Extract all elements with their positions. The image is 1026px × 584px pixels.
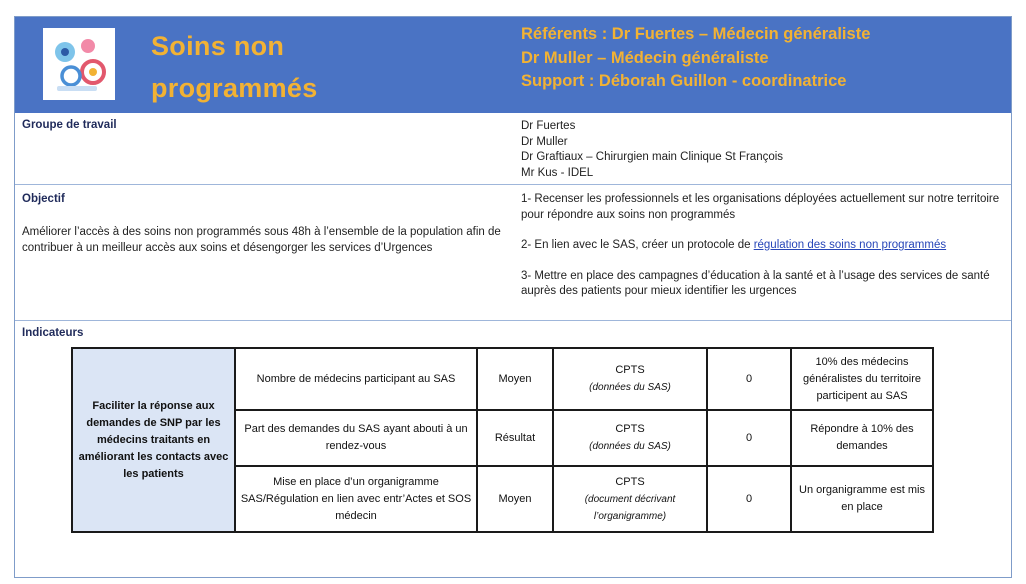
source-name: CPTS xyxy=(615,423,645,435)
title-line-2: programmés xyxy=(151,73,318,103)
source-cell xyxy=(553,466,707,532)
referent-line: Référents : Dr Fuertes – Médecin généraliste xyxy=(521,25,871,43)
target-cell: Un organigramme est mis en place xyxy=(791,466,933,532)
member-item: Dr Graftiaux – Chirurgien main Clinique St François xyxy=(521,151,784,163)
objectif-item-1: 1- Recenser les professionnels et les organisations déployées actuellement sur notre territoire pour répondre aux soins non programmés xyxy=(521,193,1000,221)
source-name: CPTS xyxy=(615,364,645,376)
teamwork-illustration-icon xyxy=(43,28,115,100)
member-item: Dr Fuertes xyxy=(521,120,576,132)
source-cell xyxy=(553,410,707,466)
title-line-1: Soins non xyxy=(151,31,285,61)
member-item: Dr Muller xyxy=(521,135,568,148)
objectif-section xyxy=(15,185,1011,321)
groupe-label: Groupe de travail xyxy=(22,119,117,131)
source-detail: (données du SAS) xyxy=(589,382,671,393)
type-cell: Résultat xyxy=(477,410,553,466)
header-banner xyxy=(15,17,1011,113)
value-cell: 0 xyxy=(707,466,791,532)
groupe-members xyxy=(521,119,783,181)
referent-line: Dr Muller – Médecin généraliste xyxy=(521,48,769,67)
objectif-item-2-text: 2- En lien avec le SAS, créer un protocole de xyxy=(521,239,754,251)
objectif-list xyxy=(521,192,1007,315)
target-cell: 10% des médecins généralistes du territoire participent au SAS xyxy=(791,348,933,410)
table-row xyxy=(72,348,933,410)
source-detail: (données du SAS) xyxy=(589,441,671,452)
type-cell: Moyen xyxy=(477,348,553,410)
referent-line: Support : Déborah Guillon - coordinatrice xyxy=(521,72,847,90)
groupe-section xyxy=(15,113,1011,185)
type-cell: Moyen xyxy=(477,466,553,532)
indicateurs-label: Indicateurs xyxy=(22,327,84,339)
indicator-cell: Mise en place d’un organigramme SAS/Régulation en lien avec entr’Actes et SOS médecin xyxy=(235,466,477,532)
objectif-description: Améliorer l’accès à des soins non programmés sous 48h à l’ensemble de la population afin de contribuer à un meilleur accès aux soins et désengorger les services d’Urgences xyxy=(22,226,501,254)
member-item: Mr Kus - IDEL xyxy=(521,166,594,179)
objectif-label: Objectif xyxy=(22,193,65,205)
target-cell: Répondre à 10% des demandes xyxy=(791,410,933,466)
source-cell xyxy=(553,348,707,410)
indicator-cell: Nombre de médecins participant au SAS xyxy=(235,348,477,410)
indicator-cell: Part des demandes du SAS ayant abouti à un rendez-vous xyxy=(235,410,477,466)
objectif-item-2 xyxy=(521,238,1007,254)
objectif-item-3: 3- Mettre en place des campagnes d’éducation à la santé et à l’usage des services de santé auprès des patients pour mieux identifier les urgences xyxy=(521,269,990,297)
referents-block xyxy=(521,23,870,94)
source-detail: (document décrivant l’organigramme) xyxy=(584,493,676,522)
indicators-table xyxy=(71,347,934,533)
regulation-link[interactable]: régulation des soins non programmés xyxy=(753,239,947,251)
document-sheet xyxy=(14,16,1012,578)
source-name: CPTS xyxy=(615,475,645,488)
goal-cell: Faciliter la réponse aux demandes de SNP par les médecins traitants en améliorant les contacts avec les patients xyxy=(72,348,235,532)
value-cell: 0 xyxy=(707,348,791,410)
value-cell: 0 xyxy=(707,410,791,466)
page-title xyxy=(151,25,318,109)
